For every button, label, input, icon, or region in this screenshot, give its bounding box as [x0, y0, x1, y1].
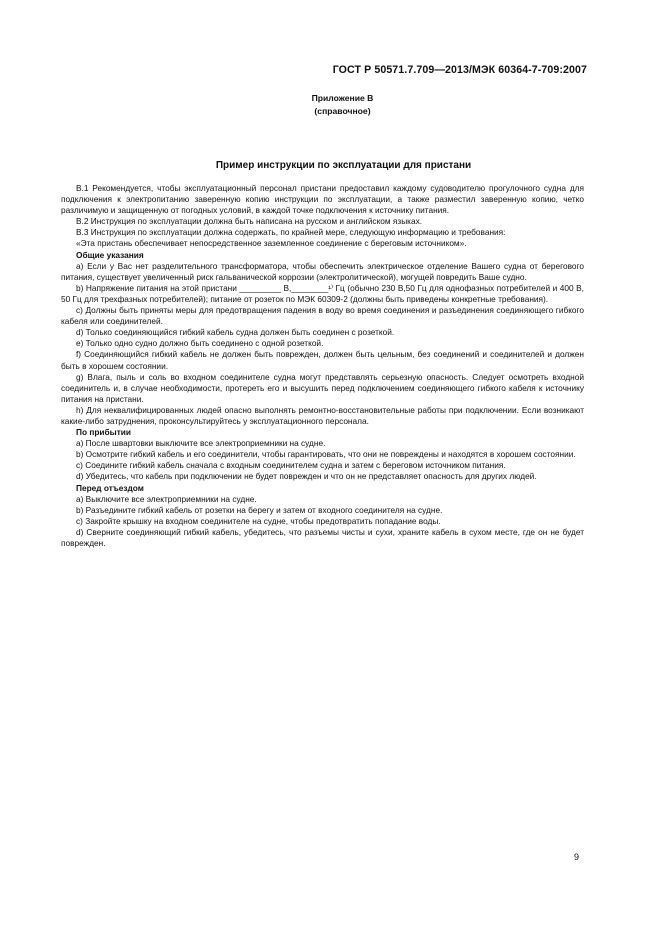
list-item: f) Соединяющийся гибкий кабель не должен быть поврежден, должен быть цельным, без соединений и соединителей и должен быть в хорошем состоянии. [61, 349, 584, 371]
subheading-general: Общие указания [76, 249, 144, 260]
list-item: h) Для неквалифицированных людей опасно выполнять ремонтно-восстановительные работы при подключении. Если возникают какие-либо затруднения, проконсультируйтесь у эксплуатационного персонала. [61, 404, 584, 426]
paragraph-b2: В.2 Инструкция по эксплуатации должна быть написана на русском и английском языках. [76, 216, 423, 227]
annex-heading [0, 92, 661, 118]
list-item: a) Выключите все электроприемники на судне. [76, 493, 257, 504]
paragraph-b1: В.1 Рекомендуется, чтобы эксплуатационный персонал пристани предоставил каждому судоводителю прогулочного судна для подключения к электропитанию заверенную копию инструкции по эксплуатации, а также разместил заверенную копию, четко различимую и защищенную от погодных условий, в каждой точке подключения к источнику питания. [61, 183, 584, 216]
list-item: b) Осмотрите гибкий кабель и его соединители, чтобы гарантировать, что они не повреждены и находятся в хорошем состоянии. [76, 449, 576, 460]
list-item: e) Только одно судно должно быть соединено с одной розеткой. [76, 338, 324, 349]
paragraph-b3: В.3 Инструкция по эксплуатации должна содержать, по крайней мере, следующую информацию и требования: [76, 227, 506, 238]
paragraph-quote: «Эта пристань обеспечивает непосредственное заземленное соединение с береговым источником». [76, 238, 467, 249]
list-item: d) Убедитесь, что кабель при подключении не будет поврежден и что он не представляет опасность для других людей. [76, 471, 537, 482]
list-item: a) После швартовки выключите все электроприемники на судне. [76, 438, 326, 449]
document-header: ГОСТ Р 50571.7.709—2013/МЭК 60364-7-709:2007 [332, 64, 587, 76]
list-item: g) Влага, пыль и соль во входном соединителе судна могут представлять серьезную опасность. Следует осмотреть входной соединитель и, в случае необходимости, протереть его и высушить перед подключением соединяющего гибкого кабеля к источнику питания на пристани. [61, 371, 584, 404]
list-item: b) Разъедините гибкий кабель от розетки на берегу и затем от входного соединителя на судне. [76, 504, 443, 515]
subheading-arrival: По прибытии [76, 427, 131, 438]
list-item: c) Закройте крышку на входном соединителе на судне, чтобы предотвратить попадание воды. [76, 515, 441, 526]
annex-note: (справочное) [314, 106, 371, 116]
page-number: 9 [573, 852, 579, 862]
list-item: a) Если у Вас нет разделительного трансформатора, чтобы обеспечить электрическое отделение Вашего судна от берегового питания, существует увеличенный риск гальванической коррозии (электролитической), могущей повредить Ваше судно. [61, 260, 584, 282]
list-item: c) Соедините гибкий кабель сначала с входным соединителем судна и затем с береговом источником питания. [76, 460, 506, 471]
list-item: d) Сверните соединяющий гибкий кабель, убедитесь, что разъемы чисты и сухи, храните кабель в сухом месте, где он не будет поврежден. [61, 526, 584, 548]
annex-title: Приложение В [311, 93, 374, 103]
list-item: c) Должны быть приняты меры для предотвращения падения в воду во время соединения и разъединения соединяющего гибкого кабеля или соединителей. [61, 305, 584, 327]
subheading-departure: Перед отъездом [76, 482, 144, 493]
document-body [61, 183, 584, 549]
section-title: Пример инструкции по эксплуатации для пристани [215, 160, 472, 171]
list-item: d) Только соединяющийся гибкий кабель судна должен быть соединен с розеткой. [76, 327, 395, 338]
list-item: b) Напряжение питания на этой пристани _________ В,________¹⁾ Гц (обычно 230 В,50 Гц для однофазных потребителей и 400 В, 50 Гц для трехфазных потребителей); питание от розеток по МЭК 60309-2 (должны быть приведены конкретные требования). [61, 282, 584, 304]
